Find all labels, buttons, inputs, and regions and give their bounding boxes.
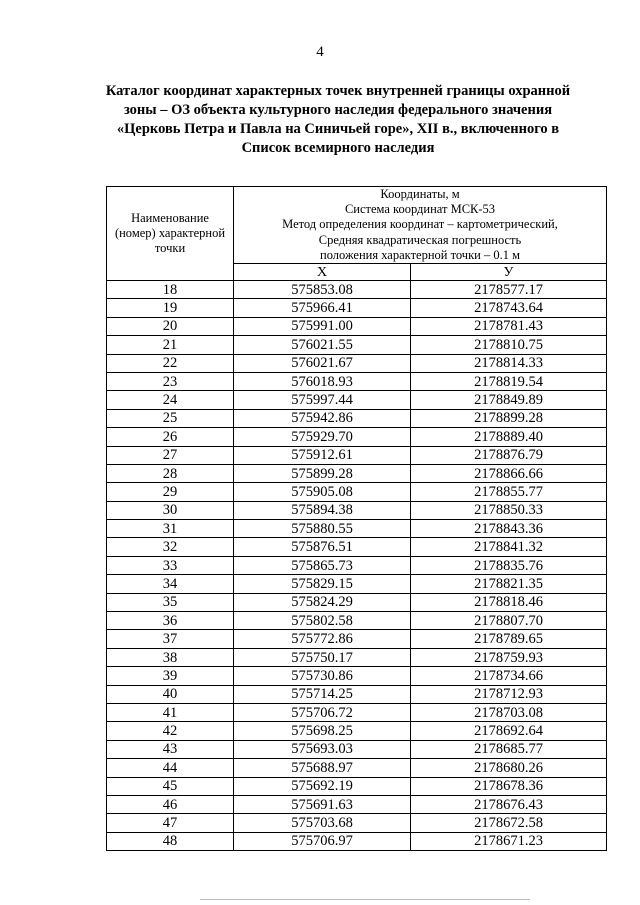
y-coordinate-cell: 2178577.17: [411, 281, 607, 299]
y-coordinate-cell: 2178899.28: [411, 409, 607, 427]
table-row: [107, 722, 607, 740]
point-number-cell: 35: [107, 593, 234, 611]
coordinates-header: [234, 187, 607, 264]
title-line: «Церковь Петра и Павла на Синичьей горе», XII в., включенного в: [116, 121, 560, 137]
table-body: [107, 281, 607, 851]
y-coordinate-cell: 2178807.70: [411, 612, 607, 630]
x-coordinate-cell: 575905.08: [234, 483, 411, 501]
table-row: [107, 428, 607, 446]
x-coordinate-cell: 575802.58: [234, 612, 411, 630]
table-row: [107, 575, 607, 593]
coordinates-header-line: Средняя квадратическая погрешность: [318, 232, 522, 247]
point-number-cell: 45: [107, 777, 234, 795]
point-number-cell: 26: [107, 428, 234, 446]
point-number-cell: 36: [107, 612, 234, 630]
point-name-header-line: точки: [154, 241, 186, 255]
point-number-cell: 28: [107, 464, 234, 482]
y-coordinate-cell: 2178814.33: [411, 354, 607, 372]
x-coordinate-cell: 575899.28: [234, 464, 411, 482]
table-row: [107, 520, 607, 538]
table-row: [107, 317, 607, 335]
y-coordinate-cell: 2178781.43: [411, 317, 607, 335]
point-number-cell: 44: [107, 759, 234, 777]
x-coordinate-cell: 575703.68: [234, 814, 411, 832]
y-column-header: У: [411, 264, 607, 281]
x-coordinate-cell: 575698.25: [234, 722, 411, 740]
x-coordinate-cell: 576021.55: [234, 336, 411, 354]
point-number-cell: 33: [107, 556, 234, 574]
x-coordinate-cell: 576018.93: [234, 372, 411, 390]
y-coordinate-cell: 2178692.64: [411, 722, 607, 740]
table-row: [107, 483, 607, 501]
y-coordinate-cell: 2178703.08: [411, 704, 607, 722]
x-coordinate-cell: 575772.86: [234, 630, 411, 648]
document-title: [88, 82, 588, 158]
x-column-header: Х: [234, 264, 411, 281]
x-coordinate-cell: 575691.63: [234, 795, 411, 813]
table-row: [107, 556, 607, 574]
y-coordinate-cell: 2178671.23: [411, 832, 607, 850]
y-coordinate-cell: 2178672.58: [411, 814, 607, 832]
x-coordinate-cell: 575829.15: [234, 575, 411, 593]
y-coordinate-cell: 2178678.36: [411, 777, 607, 795]
x-coordinate-cell: 575942.86: [234, 409, 411, 427]
point-number-cell: 48: [107, 832, 234, 850]
y-coordinate-cell: 2178818.46: [411, 593, 607, 611]
y-coordinate-cell: 2178810.75: [411, 336, 607, 354]
x-coordinate-cell: 575750.17: [234, 648, 411, 666]
point-number-cell: 21: [107, 336, 234, 354]
y-coordinate-cell: 2178680.26: [411, 759, 607, 777]
table-row: [107, 538, 607, 556]
page-number: 4: [316, 44, 324, 60]
table-row: [107, 336, 607, 354]
x-coordinate-cell: 575693.03: [234, 740, 411, 758]
point-number-cell: 23: [107, 372, 234, 390]
y-coordinate-cell: 2178676.43: [411, 795, 607, 813]
point-name-header-line: Наименование: [131, 211, 209, 225]
point-number-cell: 19: [107, 299, 234, 317]
y-coordinate-cell: 2178712.93: [411, 685, 607, 703]
table-row: [107, 501, 607, 519]
x-coordinate-cell: 575997.44: [234, 391, 411, 409]
table-row: [107, 667, 607, 685]
point-number-cell: 43: [107, 740, 234, 758]
x-coordinate-cell: 575894.38: [234, 501, 411, 519]
table-row: [107, 759, 607, 777]
x-coordinate-cell: 575991.00: [234, 317, 411, 335]
coordinates-header-line: Координаты, м: [380, 187, 460, 201]
point-number-cell: 25: [107, 409, 234, 427]
y-coordinate-cell: 2178743.64: [411, 299, 607, 317]
x-coordinate-cell: 575714.25: [234, 685, 411, 703]
coordinates-table: [106, 186, 607, 851]
point-number-cell: 47: [107, 814, 234, 832]
point-number-cell: 22: [107, 354, 234, 372]
x-coordinate-cell: 575929.70: [234, 428, 411, 446]
point-number-cell: 38: [107, 648, 234, 666]
x-coordinate-cell: 575730.86: [234, 667, 411, 685]
title-line: Список всемирного наследия: [241, 140, 435, 156]
y-coordinate-cell: 2178850.33: [411, 501, 607, 519]
title-line: зоны – ОЗ объекта культурного наследия федерального значения: [123, 102, 553, 118]
x-coordinate-cell: 576021.67: [234, 354, 411, 372]
y-coordinate-cell: 2178759.93: [411, 648, 607, 666]
point-name-header: [107, 187, 234, 281]
table-header-row: [107, 187, 607, 264]
x-coordinate-cell: 575688.97: [234, 759, 411, 777]
coordinates-header-line: Система координат МСК-53: [344, 202, 496, 217]
table-row: [107, 299, 607, 317]
y-coordinate-cell: 2178876.79: [411, 446, 607, 464]
point-number-cell: 24: [107, 391, 234, 409]
table-row: [107, 391, 607, 409]
point-number-cell: 31: [107, 520, 234, 538]
point-number-cell: 27: [107, 446, 234, 464]
point-number-cell: 29: [107, 483, 234, 501]
x-coordinate-cell: 575966.41: [234, 299, 411, 317]
page-bottom-rule: [200, 899, 530, 900]
y-coordinate-cell: 2178685.77: [411, 740, 607, 758]
x-coordinate-cell: 575706.97: [234, 832, 411, 850]
x-coordinate-cell: 575706.72: [234, 704, 411, 722]
table-row: [107, 446, 607, 464]
y-coordinate-cell: 2178789.65: [411, 630, 607, 648]
x-coordinate-cell: 575853.08: [234, 281, 411, 299]
x-coordinate-cell: 575865.73: [234, 556, 411, 574]
y-coordinate-cell: 2178821.35: [411, 575, 607, 593]
y-coordinate-cell: 2178734.66: [411, 667, 607, 685]
point-number-cell: 46: [107, 795, 234, 813]
coordinates-header-line: положения характерной точки – 0.1 м: [320, 247, 521, 262]
coordinates-header-line: Метод определения координат – картометрический,: [282, 217, 558, 232]
point-number-cell: 20: [107, 317, 234, 335]
x-coordinate-cell: 575876.51: [234, 538, 411, 556]
y-coordinate-cell: 2178889.40: [411, 428, 607, 446]
title-line: Каталог координат характерных точек внутренней границы охранной: [105, 83, 571, 99]
table-row: [107, 281, 607, 299]
point-number-cell: 32: [107, 538, 234, 556]
table-row: [107, 740, 607, 758]
y-coordinate-cell: 2178841.32: [411, 538, 607, 556]
y-coordinate-cell: 2178866.66: [411, 464, 607, 482]
y-coordinate-cell: 2178843.36: [411, 520, 607, 538]
point-number-cell: 34: [107, 575, 234, 593]
y-coordinate-cell: 2178849.89: [411, 391, 607, 409]
table-row: [107, 832, 607, 850]
point-name-header-line: (номер) характерной: [114, 226, 226, 240]
y-coordinate-cell: 2178835.76: [411, 556, 607, 574]
point-number-cell: 37: [107, 630, 234, 648]
y-coordinate-cell: 2178855.77: [411, 483, 607, 501]
table-row: [107, 704, 607, 722]
point-number-cell: 42: [107, 722, 234, 740]
table-row: [107, 372, 607, 390]
point-number-cell: 41: [107, 704, 234, 722]
point-number-cell: 39: [107, 667, 234, 685]
table-row: [107, 685, 607, 703]
point-number-cell: 30: [107, 501, 234, 519]
x-coordinate-cell: 575692.19: [234, 777, 411, 795]
table-row: [107, 409, 607, 427]
table-row: [107, 795, 607, 813]
point-number-cell: 18: [107, 281, 234, 299]
table-row: [107, 630, 607, 648]
x-coordinate-cell: 575880.55: [234, 520, 411, 538]
table-row: [107, 593, 607, 611]
y-coordinate-cell: 2178819.54: [411, 372, 607, 390]
point-number-cell: 40: [107, 685, 234, 703]
table-row: [107, 814, 607, 832]
x-coordinate-cell: 575912.61: [234, 446, 411, 464]
table-row: [107, 612, 607, 630]
table-row: [107, 648, 607, 666]
table-row: [107, 777, 607, 795]
table-row: [107, 464, 607, 482]
table-row: [107, 354, 607, 372]
x-coordinate-cell: 575824.29: [234, 593, 411, 611]
